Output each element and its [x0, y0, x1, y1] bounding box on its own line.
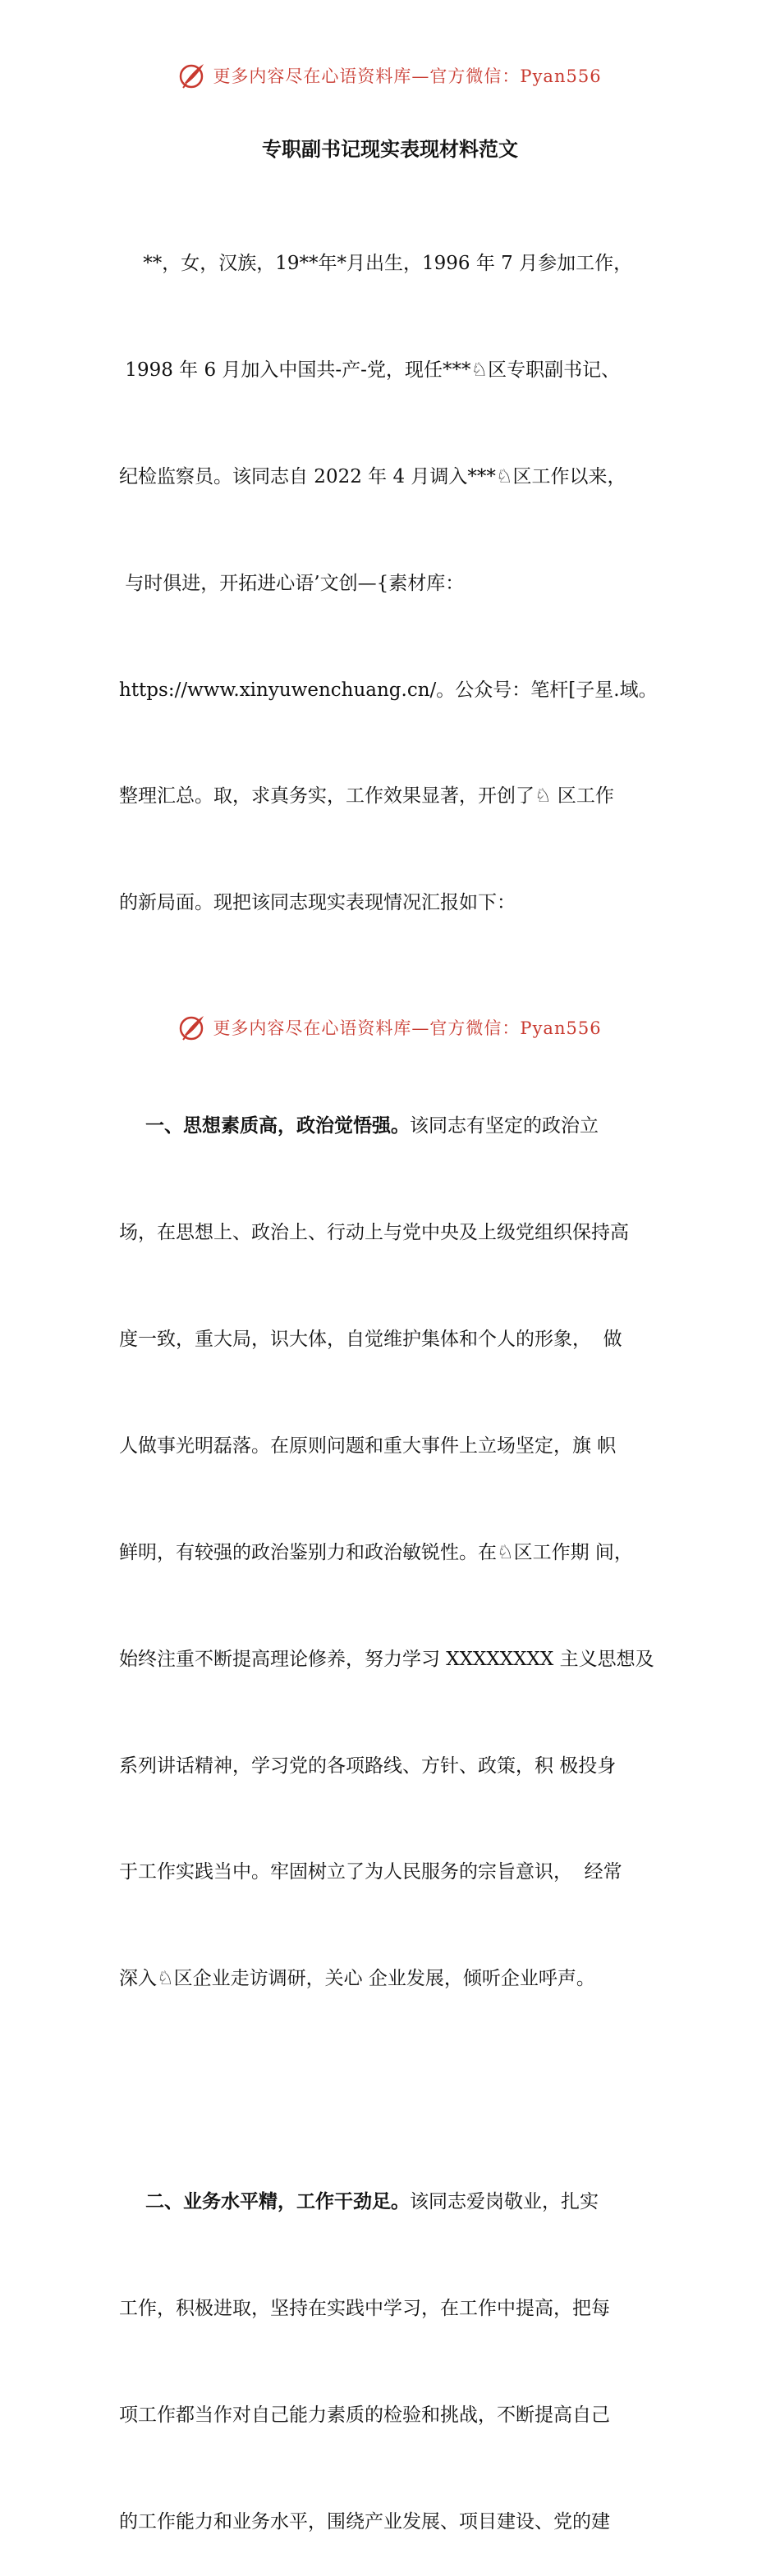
section-1-first-text: 该同志有坚定的政治立 [410, 1115, 599, 1137]
intro-line: 的新局面。现把该同志现实表现情况汇报如下： [119, 892, 516, 914]
section-1-line: 于工作实践当中。牢固树立了为人民服务的宗旨意识， 经常 [119, 1861, 622, 1883]
section-1-line: 人做事光明磊落。在原则问题和重大事件上立场坚定，旗 帜 [119, 1434, 617, 1457]
section-1-line: 深入♘区企业走访调研，关心 企业发展，倾听企业呼声。 [119, 1968, 595, 1990]
intro-line: 纪检监察员。该同志自 2022 年 4 月调入***♘区工作以来， [119, 465, 626, 487]
header-banner [0, 57, 780, 94]
section-1-line: 始终注重不断提高理论修养，努力学习 XXXXXXXX 主义思想及 [119, 1648, 654, 1670]
document-body [119, 176, 686, 2576]
document-title: 专职副书记现实表现材料范文 [262, 138, 518, 161]
section-2-heading: 二、业务水平精，工作干劲足。 [119, 2191, 411, 2213]
feather-pen-logo-icon [178, 1013, 206, 1041]
feather-pen-logo-icon [178, 62, 206, 89]
section-2-first-line [119, 2185, 686, 2221]
section-2-line: 项工作都当作对自己能力素质的检验和挑战，不断提高自己 [119, 2404, 610, 2427]
section-2-line: 工作，积极进取，坚持在实践中学习，在工作中提高，把每 [119, 2298, 610, 2320]
banner-text: 更多内容尽在心语资料库—官方微信：Pyan556 [213, 66, 602, 86]
intro-line: **，女，汉族，19**年*月出生，1996 年 7 月参加工作， [119, 253, 633, 274]
section-1-line: 场，在思想上、政治上、行动上与党中央及上级党组织保持高 [119, 1222, 629, 1244]
section-1-line: 度一致，重大局，识大体，自觉维护集体和个人的形象， 做 [119, 1329, 622, 1351]
intro-line: https://www.xinyuwenchuang.cn/。公众号：笔杆[子星.域。 [119, 679, 658, 701]
section-2-line: 的工作能力和业务水平，围绕产业发展、项目建设、党的建 [119, 2510, 610, 2533]
section-1-heading: 一、思想素质高，政治觉悟强。 [119, 1115, 411, 1137]
section-2-first-text: 该同志爱岗敬业，扎实 [410, 2191, 599, 2213]
section-1-line: 鲜明，有较强的政治鉴别力和政治敏锐性。在♘区工作期 间， [119, 1541, 633, 1563]
section-1-line: 系列讲话精神，学习党的各项路线、方针、政策，积 极投身 [119, 1755, 617, 1777]
intro-line: 1998 年 6 月加入中国共-产-党，现任***♘区专职副书记、 [119, 359, 621, 381]
banner-text: 更多内容尽在心语资料库—官方微信：Pyan556 [213, 1018, 602, 1038]
section-1-first-line [119, 1109, 686, 1145]
intro-line: 与时俱进，开拓进心语’文创—{素材库： [119, 572, 465, 594]
footer-banner [0, 1009, 780, 1045]
intro-line: 整理汇总。取，求真务实，工作效果显著，开创了♘ 区工作 [119, 785, 614, 808]
